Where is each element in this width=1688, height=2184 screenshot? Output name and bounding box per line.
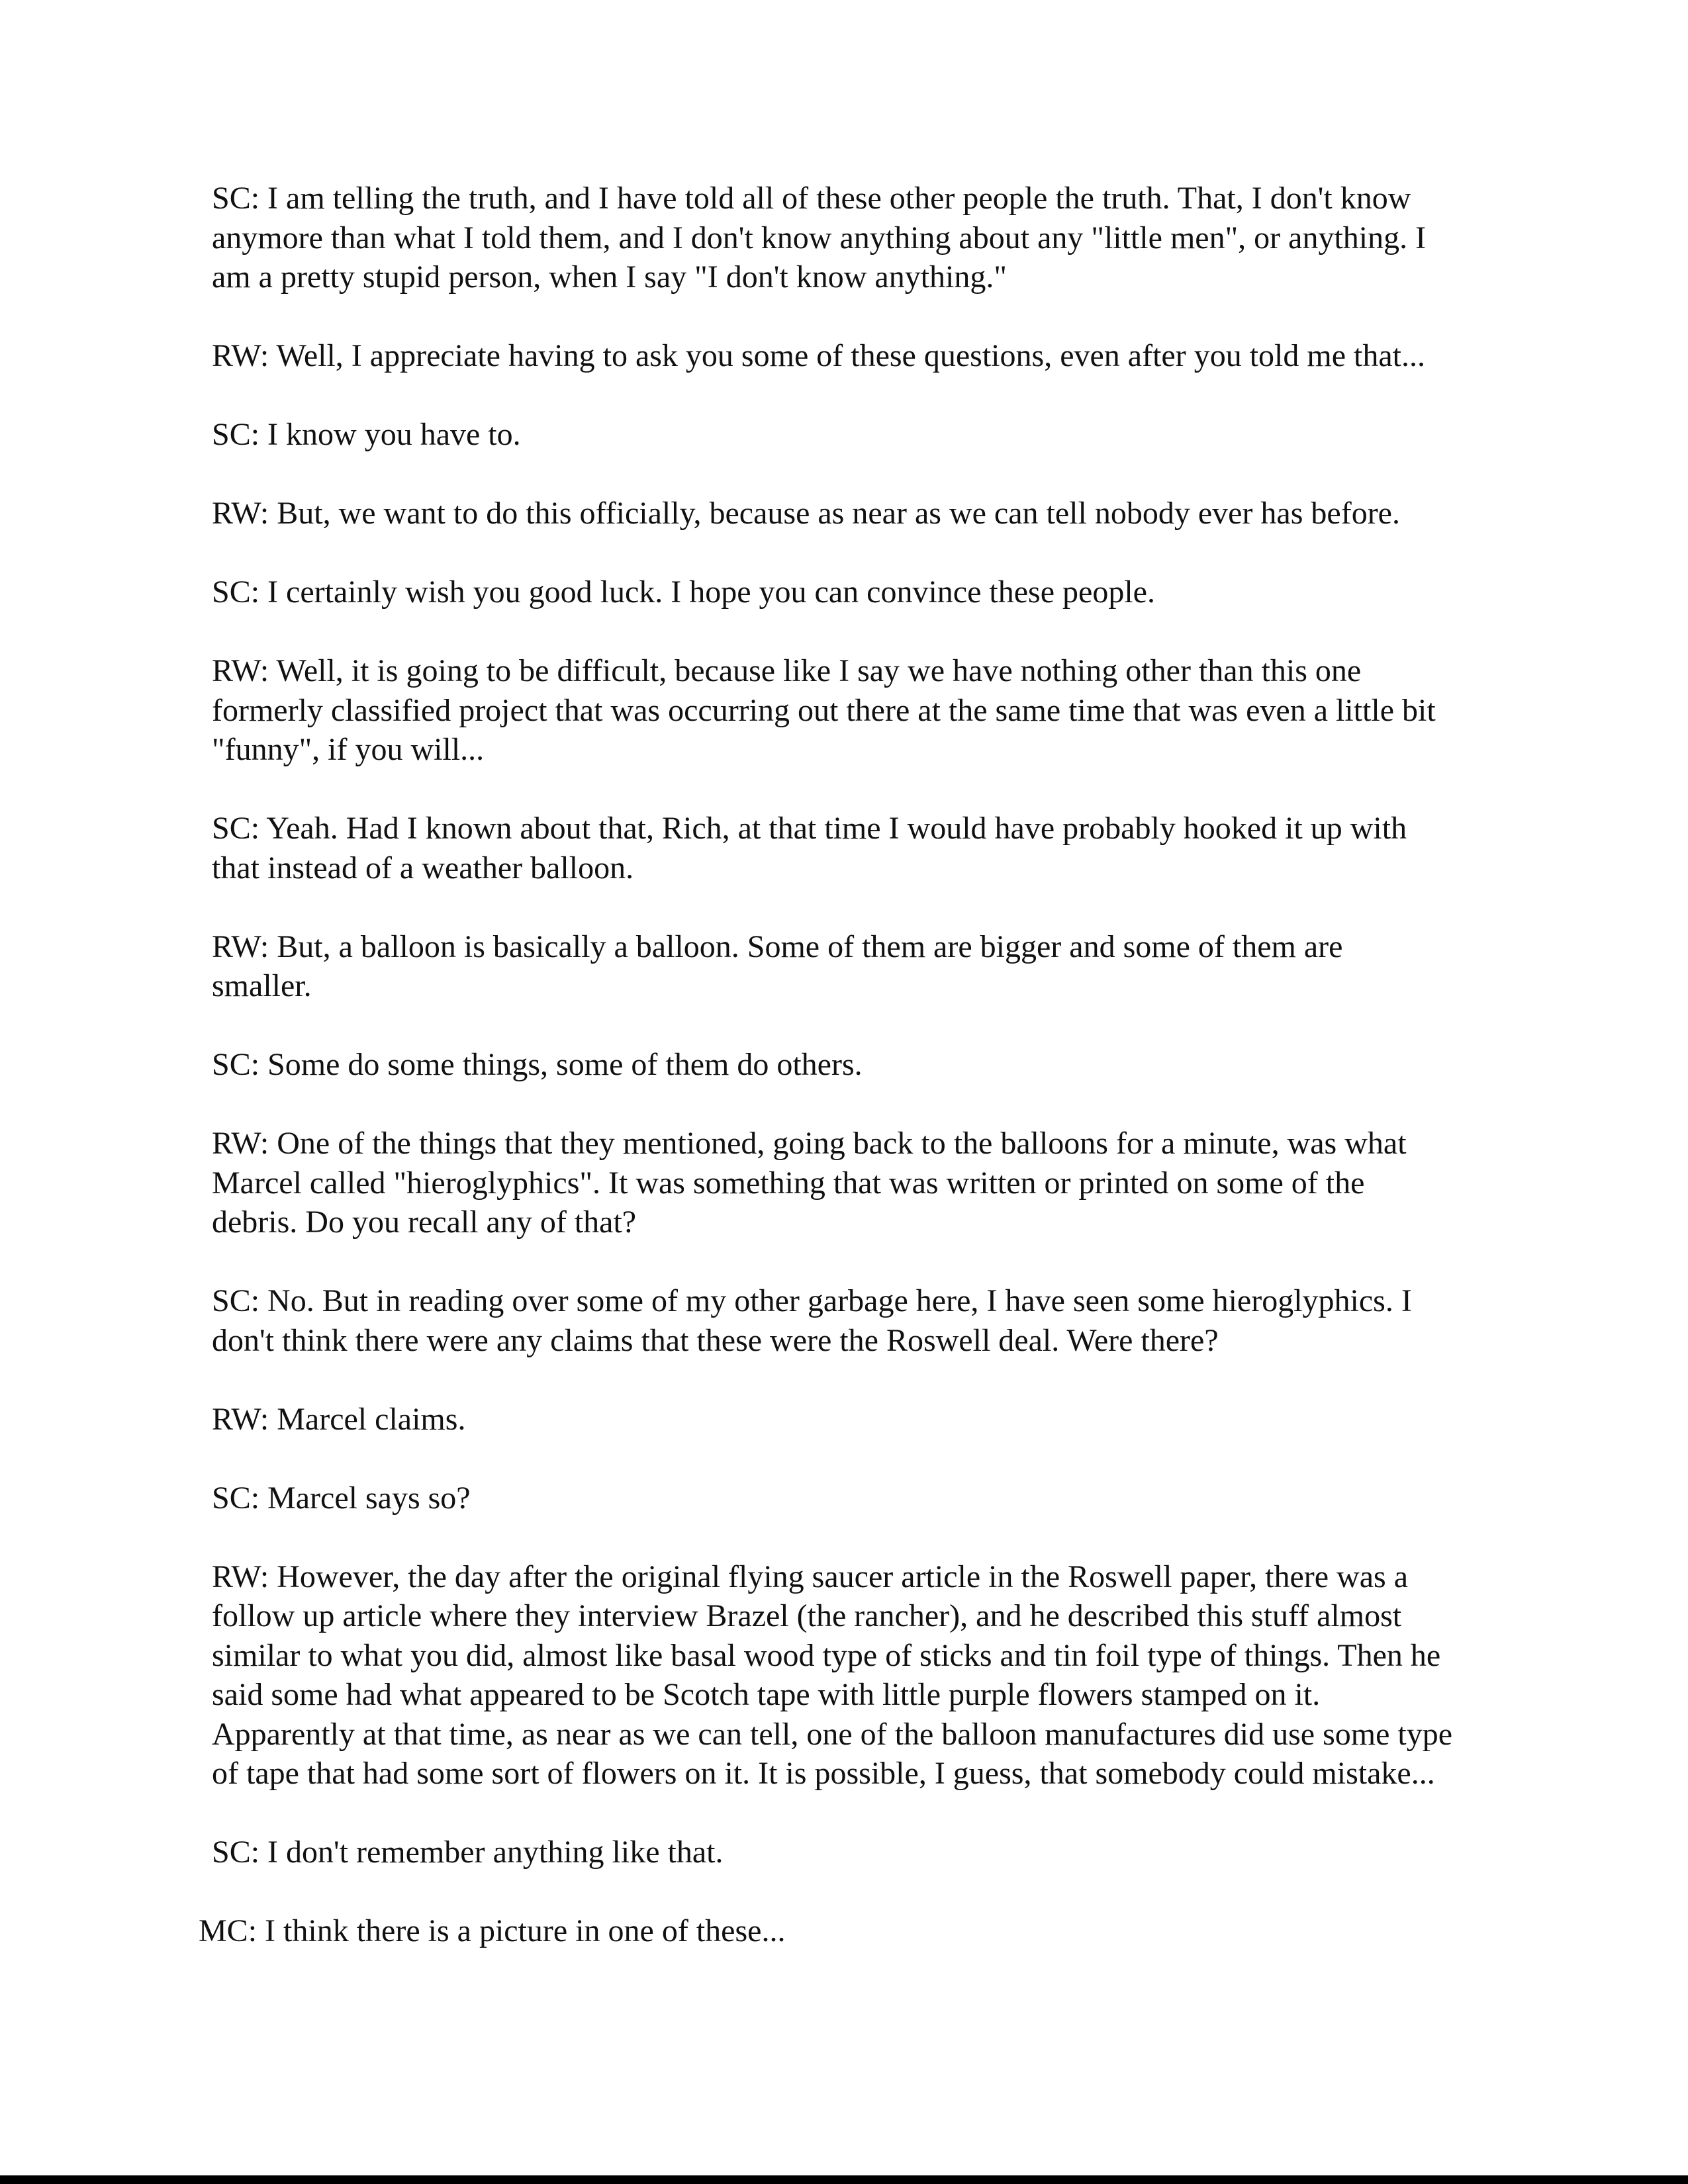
transcript-paragraph-rw (212, 494, 1536, 533)
transcript-paragraph-rw (212, 1124, 1536, 1242)
transcript-line: RW: One of the things that they mentioned, going back to the balloons for a minute, was what (212, 1126, 1407, 1161)
transcript-line: Apparently at that time, as near as we can tell, one of the balloon manufactures did use some type (212, 1716, 1453, 1752)
scan-edge-bar (0, 2175, 1688, 2184)
transcript-paragraph-rw (212, 336, 1536, 376)
transcript-line: RW: But, a balloon is basically a balloon. Some of them are bigger and some of them are (212, 929, 1343, 964)
transcript-line: that instead of a weather balloon. (212, 850, 634, 886)
transcript-line: SC: I certainly wish you good luck. I hope you can convince these people. (212, 574, 1155, 610)
transcript-line: don't think there were any claims that these were the Roswell deal. Were there? (212, 1322, 1219, 1358)
transcript-line: SC: I don't remember anything like that. (212, 1835, 724, 1870)
transcript-paragraph-sc (212, 572, 1536, 612)
transcript-paragraph-sc (212, 1479, 1536, 1518)
transcript-page (199, 179, 1536, 1990)
transcript-paragraph-sc (212, 809, 1536, 887)
transcript-line: debris. Do you recall any of that? (212, 1205, 637, 1240)
transcript-line: RW: Marcel claims. (212, 1401, 466, 1437)
transcript-line: SC: Marcel says so? (212, 1480, 471, 1516)
transcript-line: "funny", if you will... (212, 732, 485, 767)
transcript-paragraph-sc (212, 1833, 1536, 1872)
transcript-line: SC: No. But in reading over some of my other garbage here, I have seen some hieroglyphics. I (212, 1283, 1412, 1318)
transcript-paragraph-mc (199, 1911, 1536, 1951)
transcript-line: SC: Yeah. Had I known about that, Rich, at that time I would have probably hooked it up with (212, 811, 1407, 846)
transcript-paragraph-rw (212, 1557, 1536, 1794)
transcript-line: RW: Well, it is going to be difficult, because like I say we have nothing other than this one (212, 653, 1362, 688)
transcript-paragraph-sc (212, 179, 1536, 297)
transcript-paragraph-sc (212, 1045, 1536, 1085)
transcript-line: RW: Well, I appreciate having to ask you some of these questions, even after you told me that... (212, 338, 1425, 373)
transcript-line: RW: But, we want to do this officially, because as near as we can tell nobody ever has before. (212, 496, 1400, 531)
transcript-paragraph-rw (212, 927, 1536, 1006)
transcript-paragraph-sc (212, 1281, 1536, 1360)
transcript-line: said some had what appeared to be Scotch tape with little purple flowers stamped on it. (212, 1677, 1321, 1712)
transcript-line: SC: I am telling the truth, and I have told all of these other people the truth. That, I don't know (212, 181, 1411, 216)
transcript-paragraph-rw (212, 651, 1536, 770)
transcript-line: am a pretty stupid person, when I say "I don't know anything." (212, 259, 1007, 295)
transcript-line: Marcel called "hieroglyphics". It was something that was written or printed on some of the (212, 1165, 1365, 1201)
transcript-paragraph-rw (212, 1400, 1536, 1439)
transcript-line: SC: Some do some things, some of them do others. (212, 1047, 863, 1082)
transcript-line: follow up article where they interview Brazel (the rancher), and he described this stuff almost (212, 1598, 1402, 1633)
transcript-line: formerly classified project that was occurring out there at the same time that was even a little bit (212, 692, 1436, 728)
transcript-line: anymore than what I told them, and I don't know anything about any "little men", or anything. I (212, 220, 1427, 255)
transcript-line: SC: I know you have to. (212, 417, 521, 452)
transcript-line: RW: However, the day after the original flying saucer article in the Roswell paper, there was a (212, 1559, 1409, 1594)
transcript-line: MC: I think there is a picture in one of these... (199, 1913, 786, 1948)
transcript-paragraph-sc (212, 415, 1536, 455)
transcript-line: smaller. (212, 968, 312, 1003)
transcript-line: similar to what you did, almost like basal wood type of sticks and tin foil type of things. Then he (212, 1637, 1441, 1673)
transcript-line: of tape that had some sort of flowers on it. It is possible, I guess, that somebody could mistake... (212, 1756, 1435, 1791)
